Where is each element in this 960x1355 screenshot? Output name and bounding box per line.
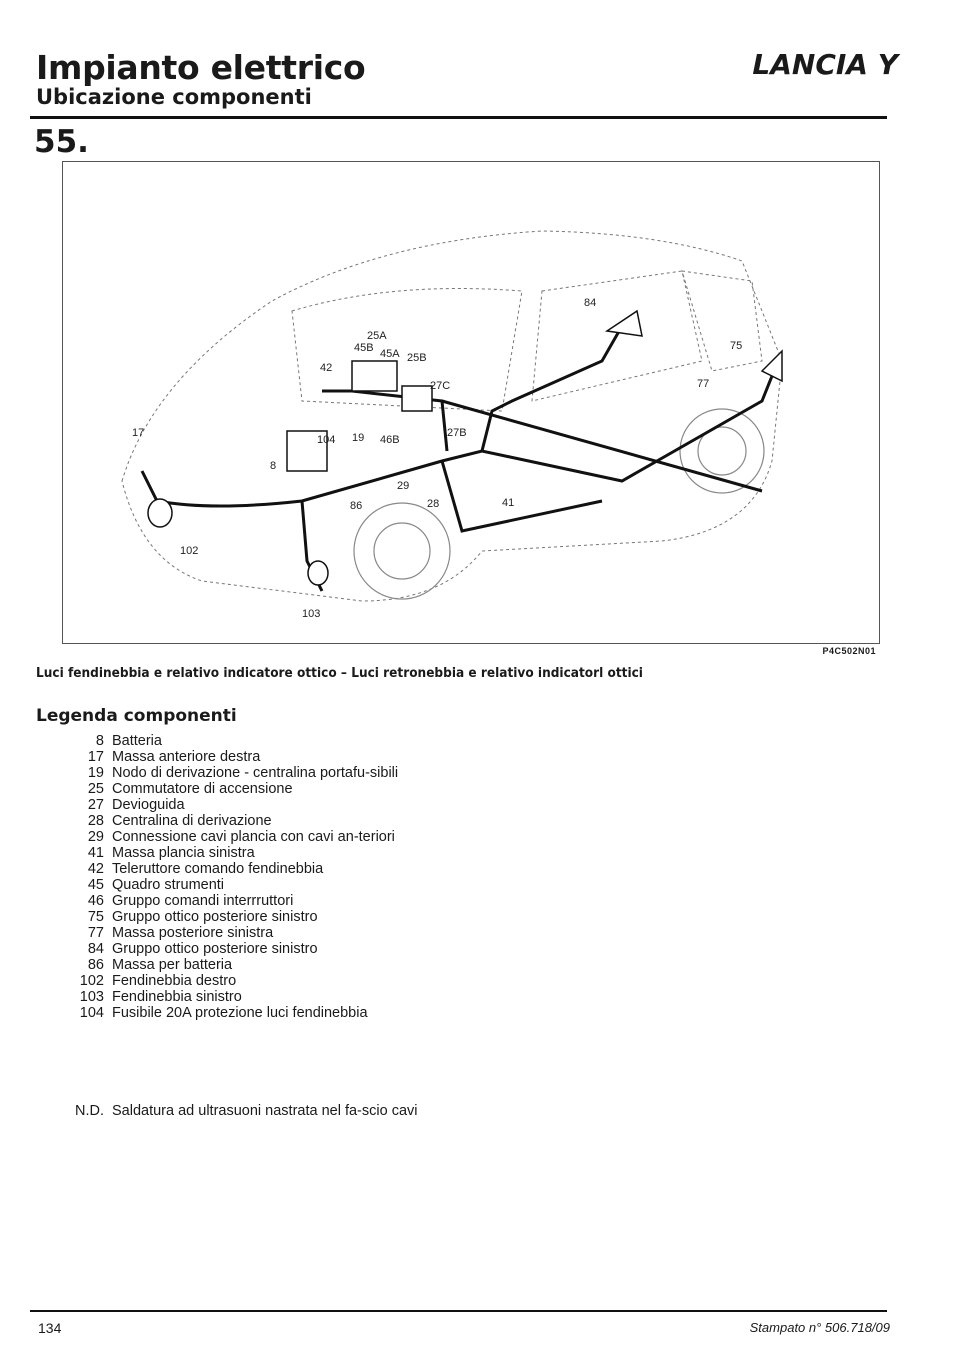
legend-item <box>74 781 474 797</box>
legend-text: Devioguida <box>112 797 185 813</box>
legend-item <box>74 941 474 957</box>
legend-num: 102 <box>79 973 104 989</box>
legend-item <box>74 733 474 749</box>
legend-item <box>74 845 474 861</box>
label-25b: 25B <box>407 352 427 364</box>
legend-text: Gruppo ottico posteriore sinistro <box>112 909 318 925</box>
legend-item <box>74 813 474 829</box>
label-8: 8 <box>270 460 277 472</box>
legend-text: Massa anteriore destra <box>112 749 261 765</box>
legend-text: Quadro strumenti <box>112 877 225 893</box>
legend-item <box>74 973 474 989</box>
fog-lamp-left <box>308 561 328 585</box>
label-77: 77 <box>697 378 710 390</box>
legend-text: Massa per batteria <box>112 957 233 973</box>
junction-box <box>402 386 432 411</box>
label-17: 17 <box>132 427 145 439</box>
brand-name: LANCIA Y <box>752 48 898 81</box>
page-title: Impianto elettrico <box>36 48 366 87</box>
legend-num: 42 <box>87 861 104 877</box>
legend-num: 75 <box>87 909 104 925</box>
rear-lamp <box>607 311 642 336</box>
legend-title: Legenda componenti <box>36 706 237 726</box>
page-subtitle: Ubicazione componenti <box>36 85 312 109</box>
label-46b: 46B <box>380 434 400 446</box>
label-75: 75 <box>730 340 743 352</box>
legend-text: Centralina di derivazione <box>112 813 272 829</box>
legend-item <box>74 861 474 877</box>
legend-num: 41 <box>87 845 104 861</box>
legend-item <box>74 829 474 845</box>
label-45b: 45B <box>354 342 374 354</box>
label-27c: 27C <box>430 380 451 392</box>
legend-text: Massa plancia sinistra <box>112 845 255 861</box>
label-19: 19 <box>352 432 365 444</box>
legend-text: Teleruttore comando fendinebbia <box>112 861 324 877</box>
legend-item <box>74 877 474 893</box>
label-27b: 27B <box>447 427 467 439</box>
footer-rule <box>30 1310 887 1312</box>
rear-fog-lamp <box>762 351 782 381</box>
label-28: 28 <box>427 498 440 510</box>
figure-number: 55. <box>34 124 89 160</box>
figure-code: P4C502N01 <box>822 646 876 656</box>
label-42: 42 <box>320 362 333 374</box>
wheels <box>354 409 764 599</box>
legend-num: 27 <box>87 797 104 813</box>
label-103: 103 <box>302 608 321 620</box>
legend-text: Connessione cavi plancia con cavi an-teriori <box>112 829 395 845</box>
legend-num: 45 <box>87 877 104 893</box>
legend-item <box>74 957 474 973</box>
legend-text: Fusibile 20A protezione luci fendinebbia <box>112 1005 368 1021</box>
label-84: 84 <box>584 297 597 309</box>
legend-text: Nodo di derivazione - centralina portafu-sibili <box>112 765 399 781</box>
legend-text: Fendinebbia sinistro <box>112 989 242 1005</box>
label-86: 86 <box>350 500 363 512</box>
label-45a: 45A <box>380 348 400 360</box>
legend-num: 25 <box>87 781 104 797</box>
legend-num: 29 <box>87 829 104 845</box>
legend-num: 103 <box>79 989 104 1005</box>
legend-note <box>74 1103 474 1119</box>
legend-item <box>74 989 474 1005</box>
legend-num: 8 <box>95 733 104 749</box>
label-25a: 25A <box>367 330 387 342</box>
note-item <box>74 1103 474 1119</box>
legend-text: Gruppo ottico posteriore sinistro <box>112 941 318 957</box>
legend-item <box>74 797 474 813</box>
legend-text: Gruppo comandi interrruttori <box>112 893 294 909</box>
note-num: N.D. <box>75 1103 104 1119</box>
note-text: Saldatura ad ultrasuoni nastrata nel fa-scio cavi <box>112 1103 418 1119</box>
legend-text: Batteria <box>112 733 162 749</box>
wiring-harness <box>142 326 772 591</box>
header-rule <box>30 116 887 119</box>
figure-caption: Luci fendinebbia e relativo indicatore ottico – Luci retronebbia e relativo indicatorl ottici <box>36 665 643 681</box>
legend-num: 84 <box>87 941 104 957</box>
page-number: 134 <box>38 1320 62 1336</box>
legend-num: 86 <box>87 957 104 973</box>
legend-num: 46 <box>87 893 104 909</box>
front-wheel <box>354 503 450 599</box>
legend-text: Fendinebbia destro <box>112 973 237 989</box>
legend-item <box>74 925 474 941</box>
label-41: 41 <box>502 497 515 509</box>
label-104: 104 <box>317 434 336 446</box>
legend-num: 104 <box>79 1005 104 1021</box>
legend-num: 28 <box>87 813 104 829</box>
components <box>148 311 782 585</box>
legend-item <box>74 893 474 909</box>
legend-num: 77 <box>87 925 104 941</box>
fog-lamp-right <box>148 499 172 527</box>
legend-num: 19 <box>87 765 104 781</box>
car-outline <box>122 231 782 601</box>
legend-text: Commutatore di accensione <box>112 781 293 797</box>
legend-item <box>74 1005 474 1021</box>
legend-list <box>74 733 474 1021</box>
legend-num: 17 <box>87 749 104 765</box>
label-102: 102 <box>180 545 199 557</box>
legend-item <box>74 749 474 765</box>
printed-reference: Stampato n° 506.718/09 <box>749 1320 890 1335</box>
wiring-diagram <box>62 161 880 644</box>
instrument-cluster <box>352 361 397 391</box>
legend-item <box>74 765 474 781</box>
label-29: 29 <box>397 480 410 492</box>
legend-item <box>74 909 474 925</box>
legend-text: Massa posteriore sinistra <box>112 925 274 941</box>
